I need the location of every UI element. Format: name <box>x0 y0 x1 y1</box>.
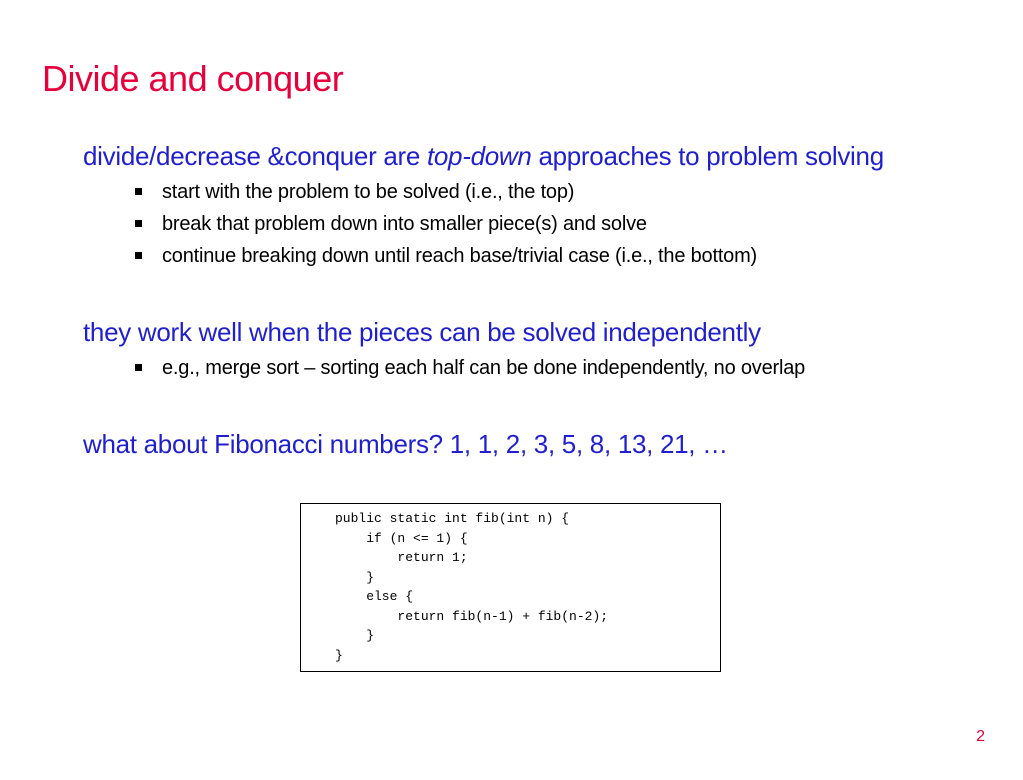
bullet-item <box>132 208 757 240</box>
bullet-text: start with the problem to be solved (i.e., the top) <box>162 181 575 203</box>
bullet-item <box>132 240 757 272</box>
square-bullet-icon <box>135 220 142 227</box>
main-point-text: divide/decrease &conquer are <box>83 141 427 171</box>
code-line: else { <box>335 589 414 604</box>
bullet-list-approach <box>132 176 757 272</box>
bullet-list-merge-sort <box>132 352 805 384</box>
square-bullet-icon <box>135 364 142 371</box>
code-line: return 1; <box>335 550 468 565</box>
code-block <box>300 503 721 672</box>
emphasis-top-down: top-down <box>426 141 532 171</box>
main-point-top-down <box>83 140 884 172</box>
bullet-item <box>132 176 757 208</box>
square-bullet-icon <box>135 252 142 259</box>
square-bullet-icon <box>135 188 142 195</box>
slide-title: Divide and conquer <box>42 58 344 99</box>
code-line: return fib(n-1) + fib(n-2); <box>335 608 609 624</box>
bullet-item <box>132 352 805 384</box>
code-line: if (n <= 1) { <box>335 530 468 546</box>
bullet-text: continue breaking down until reach base/trivial case (i.e., the bottom) <box>162 245 758 267</box>
code-line: } <box>335 647 343 663</box>
bullet-text: break that problem down into smaller piece(s) and solve <box>162 213 647 235</box>
main-point-independence: they work well when the pieces can be solved independently <box>83 317 761 347</box>
code-line: public static int fib(int n) { <box>335 511 570 526</box>
main-point-fibonacci: what about Fibonacci numbers? 1, 1, 2, 3, 5, 8, 13, 21, … <box>83 429 728 459</box>
code-line: } <box>335 569 375 585</box>
code-line: } <box>335 628 375 643</box>
slide-number: 2 <box>976 728 985 745</box>
bullet-text: e.g., merge sort – sorting each half can be done independently, no overlap <box>162 357 806 379</box>
main-point-text: approaches to problem solving <box>531 141 884 171</box>
